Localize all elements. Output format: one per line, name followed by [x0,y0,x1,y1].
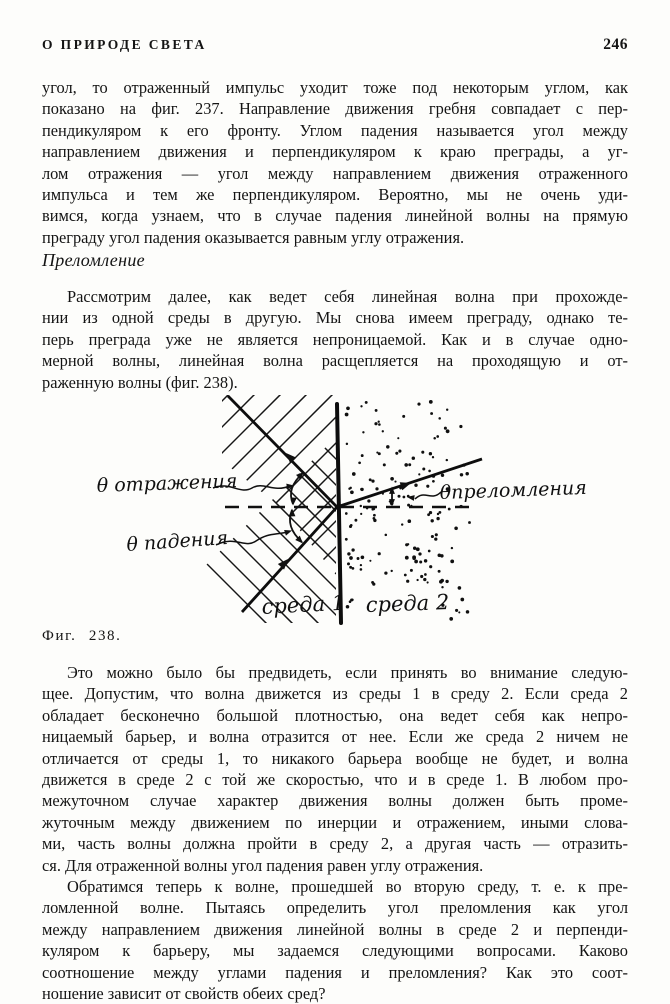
text-line: между направлением движения линейной волны в среде 2 и перпенди- [42,919,628,939]
text-line: ношение зависит от свойств обеих сред? [42,984,326,1004]
label-medium-2: среда 2 [365,590,450,617]
medium2-dots [345,400,471,621]
body-paragraph-3 [42,662,628,876]
refraction-label-leader [415,492,441,499]
body-paragraph-4 [42,876,628,1004]
text-line: направлением движения и перпендикуляром к краю преграды, а уг- [42,142,628,162]
text-line: ми, часть волны должна пройти в среду 2, а другая часть — отразить- [42,834,628,854]
page-number: 246 [603,36,628,53]
text-line: перь преграда уже не является непроницаемой. Как и в случае одно- [42,329,628,349]
text-line: лом отражения — угол между направлением движения отраженного [42,163,628,183]
running-head [42,36,628,54]
text-line: преграду угол падения оказывается равным углу отражения. [42,227,465,247]
text-line: соотношение между углами падения и преломления? Как это соот- [42,962,628,982]
text-line: межуточном случае характер движения волны должен быть проме- [42,791,628,811]
text-line: нии из одной среды в другую. Мы снова имеем преграду, однако те- [42,308,628,328]
text-line: мерной волны, линейная волна расщепляется на проходящую и от- [42,351,628,371]
text-line: показано на фиг. 237. Направление движения гребня совпадает с пер- [42,99,628,119]
text-line: ницаемый барьер, и волна отразится от нее. Если же среда 2 ничем не [42,727,628,747]
label-theta-reflection: θ отражения [96,470,238,497]
text-line: вимся, когда узнаем, что в случае падения линейной волны на прямую [42,206,628,226]
figure-caption: Фиг. 238. [42,628,122,644]
body-paragraph-1 [42,77,628,248]
text-line: угол, то отраженный импульс уходит тоже под некоторым углом, как [42,78,628,97]
text-line: раженную волны (фиг. 238). [42,372,238,392]
text-line: Это можно было бы предвидеть, если принять во внимание следую- [67,663,628,682]
section-heading: Преломление [42,250,145,270]
label-theta-incidence: θ падения [125,526,229,556]
text-line: импульса и тем же перпендикуляром. Вероятно, мы не очень уди- [42,185,628,205]
refraction-diagram [0,393,670,633]
text-line: ломленной волне. Пытаясь определить угол преломления как угол [42,898,628,918]
body-paragraph-2 [42,286,628,393]
page-title: О ПРИРОДЕ СВЕТА [42,37,207,52]
text-line: Рассмотрим далее, как ведет себя линейная волна при прохожде- [67,287,628,306]
text-line: куляром к барьеру, мы задаемся следующими вопросами. Каково [42,941,628,961]
label-theta-refraction: θпреломления [439,476,588,504]
text-line: щее. Допустим, что волна движется из среды 1 в среду 2. Если среда 2 [42,684,628,704]
text-line: пендикуляром к его фронту. Углом падения называется угол между [42,120,628,140]
text-line: ся. Для отраженной волны угол падения равен углу отражения. [42,855,484,875]
text-line: Обратимся теперь к волне, прошедшей во вторую среду, т. е. к пре- [67,877,628,896]
text-line: отличается от среды 1, то никакого барьера вообще не будет, и волна [42,748,628,768]
text-line: обладает бесконечно большой плотностью, она ведет себя как непро- [42,705,628,725]
figure-238 [0,393,670,633]
text-line: жуточным между движением по инерции и отражением, иными слова- [42,812,628,832]
label-medium-1: среда 1 [261,590,346,619]
text-line: движется в среде 2 с той же скоростью, что и в среде 1. В любом про- [42,770,628,790]
